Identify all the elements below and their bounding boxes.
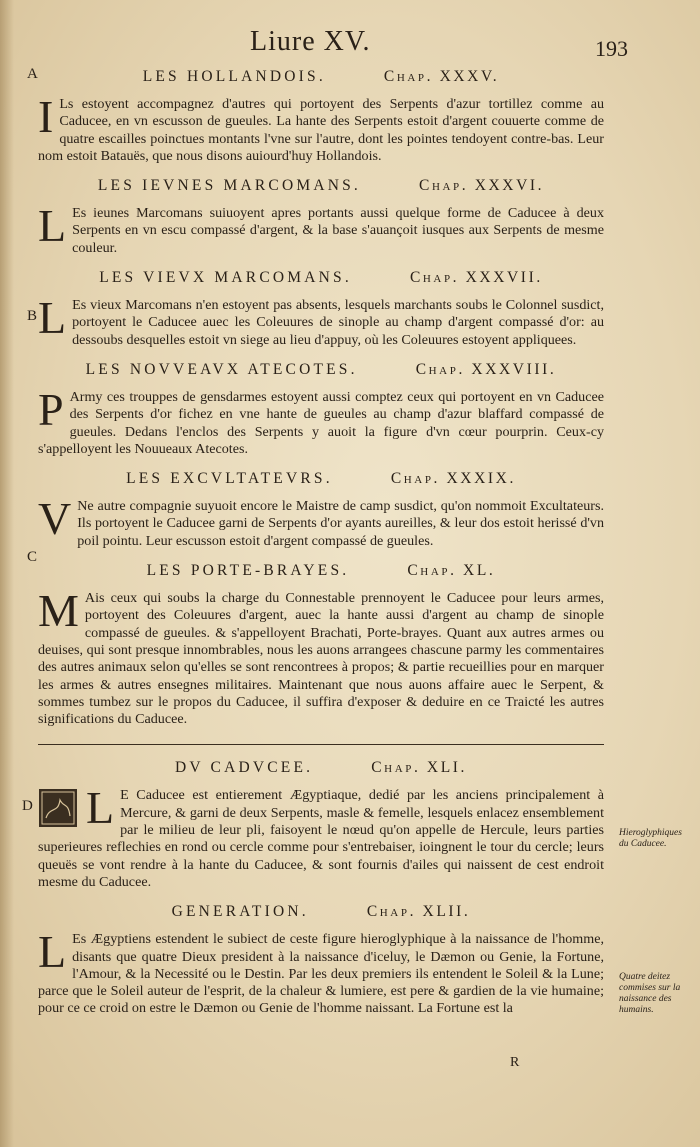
paragraph-text: Es ieunes Marcomans suiuoyent apres portants aussi quelque forme de Caducee à deux Serpents en vn escu compassé d'argent, & la base s'auançoit iusques aux Serpents de mesme couleur. [72,205,604,256]
chapter-heading [38,265,604,291]
chapter-section [38,558,604,728]
chapter-section [38,357,604,458]
chapter-section [38,466,604,550]
ornament-frame-icon [38,788,78,828]
chapter-number: Chap. XL. [407,562,496,580]
chapter-section [38,173,604,257]
margin-letter-c: C [27,549,38,565]
chapter-number: Chap. XXXVII. [409,269,543,287]
chapter-number: Chap. XXXVI. [419,177,545,195]
chapter-title: GENERATION. [171,903,309,921]
chapter-paragraph [38,200,604,257]
chapter-number: Chap. XXXIX. [390,470,516,488]
chapter-paragraph [38,91,604,165]
drop-cap: L [86,782,115,834]
margin-letter-a: A [27,66,38,82]
chapter-section [38,265,604,349]
chapter-title: LES PORTE-BRAYES. [146,562,350,580]
running-header: Liure XV. [250,26,371,57]
chapter-paragraph [38,585,604,728]
drop-cap: L [38,200,67,252]
chapter-heading [38,64,604,90]
drop-cap: M [38,585,79,637]
chapter-heading [38,357,604,383]
chapter-paragraph [38,383,604,458]
drop-cap: L [38,292,67,344]
section-divider [38,744,604,745]
chapter-title: LES HOLLANDOIS. [142,68,326,85]
ornamental-initial [38,788,78,828]
chapter-paragraph [38,493,604,550]
chapter-paragraph [38,292,604,349]
chapter-title: LES EXCVLTATEVRS. [126,470,333,488]
chapter-title: LES IEVNES MARCOMANS. [97,177,361,195]
chapter-heading [38,755,604,781]
margin-letter-b: B [27,308,38,324]
page-content [38,64,604,1026]
chapter-number: Chap. XLI. [371,759,468,777]
paragraph-text: Es Ægyptiens estendent le subiect de ceste figure hieroglyphique à la naissance de l'homme, disants que quatre Dieux president à la naissance d'iceluy, le Dæmon ou Genie, la Fortune, l'Amour, & la Necessité ou le Destin. Par les deux premiers ils entendent le Soleil & la Lune; parce que le Soleil auteur de l'esprit, de la chaleur & lumiere, est pere & gardien de la vie humaine; pour ce ce croid on estre le Dæmon ou Genie de l'homme naissant. La Fortune est la [38,931,604,1017]
chapter-section [38,64,604,165]
drop-cap: I [38,91,54,142]
catchword: R [510,1055,520,1070]
chapter-number: Chap. XLII. [366,903,471,921]
drop-cap: P [38,383,64,435]
paragraph-text: Es vieux Marcomans n'en estoyent pas absents, lesquels marchants soubs le Colonnel susdict, portoyent le Caducee auec les Coleuures de sinople au champ d'argent compassé d'or: au dessoubs desquelles estoit vn siege au lieu d'appuy, où les Coleuures estoyent appliquees. [72,297,604,348]
chapter-heading [38,466,604,492]
chapter-heading [38,558,604,584]
chapter-paragraph [38,926,604,1017]
margin-letter-d: D [22,798,33,814]
chapter-heading [38,899,604,925]
chapter-title: LES VIEVX MARCOMANS. [99,269,352,287]
chapter-paragraph [38,782,604,891]
paragraph-text: Ne autre compagnie suyuoit encore le Maistre de camp susdict, qu'on nommoit Excultateurs. Ils portoyent le Caducee garni de Serpents d'or ayants aureilles, & leur dos estoit herissé d'vn poil pointu. Leur escusson estoit d'argent compassé de gueules. [77,498,604,549]
chapter-section [38,755,604,891]
chapter-heading [38,173,604,199]
paragraph-text: Army ces trouppes de gensdarmes estoyent aussi comptez ceux qui portoyent en vn Caducee des Serpents d'or fichez en vne hante de gueules au champ d'azur blaffard compassé de gueules. Dedans l'enclos des Serpents y auoit la figure d'vn cœur pourprin. Ceux-cy s'appelloyent les Nouueaux Atecotes. [38,388,604,457]
chapter-title: LES NOVVEAVX ATECOTES. [85,360,358,378]
marginal-note: Hieroglyphiques du Caducee. [619,828,682,849]
marginal-note: Quatre deitez commises sur la naissance des humains. [619,972,681,1015]
chapter-section [38,899,604,1017]
chapter-number: Chap. XXXV. [383,68,500,85]
paragraph-text: E Caducee est entierement Ægyptiaque, dedié par les anciens principalement à Mercure, & garni de deux Serpents, masle & femelle, lesquels enlacez ensemblement par le milieu de leur pli, faisoyent le nœud qu'on appelle de Hercule, leurs parties superieures reflechies en rond ou cercle comme pour s'entrebaiser, ioingnent le tour du cercle; leurs queuës se vont rendre à la hante du Caducee, & sont fournis d'ailes qui naissent de cest endroit mesme du Caducee. [38,787,604,890]
page-number: 193 [595,36,628,61]
paragraph-text: Ls estoyent accompagnez d'autres qui portoyent des Serpents d'azur tortillez comme au Caducee, en vn escusson de gueules. La hante des Serpents estoit d'argent couuerte comme de quatre escailles poinctues montants l'vne sur l'autre, dont les pointes tendoyent contre-bas. Leur nom estoit Batauës, que nous disons auiourd'huy Hollandois. [38,96,604,164]
chapter-title: DV CADVCEE. [174,759,314,777]
chapter-number: Chap. XXXVIII. [415,360,557,378]
drop-cap: L [38,926,67,978]
drop-cap: V [38,493,72,545]
paragraph-text: Ais ceux qui soubs la charge du Connestable prennoyent le Caducee pour leurs armes, portoyent des Coleuures d'argent, auec la hante aussi d'argent au champ de sinople compassé de gueules. & s'appelloyent Brachati, Porte-brayes. Quant aux autres armes ou deuises, qui sont presque innombrables, nous les auons arrangees chascune parmy les commentaires des autres animaux selon qu'elles se sont rencontrees à propos; & partie recueillies pour en marquer les armes & autres ensegnes militaires. Maintenant que nous auons affaire auec le Serpent, & sommes tumbez sur le propos du Caducee, il suffira d'exposer & deduire en ce Traicté les autres significations du Caducee. [38,590,604,728]
